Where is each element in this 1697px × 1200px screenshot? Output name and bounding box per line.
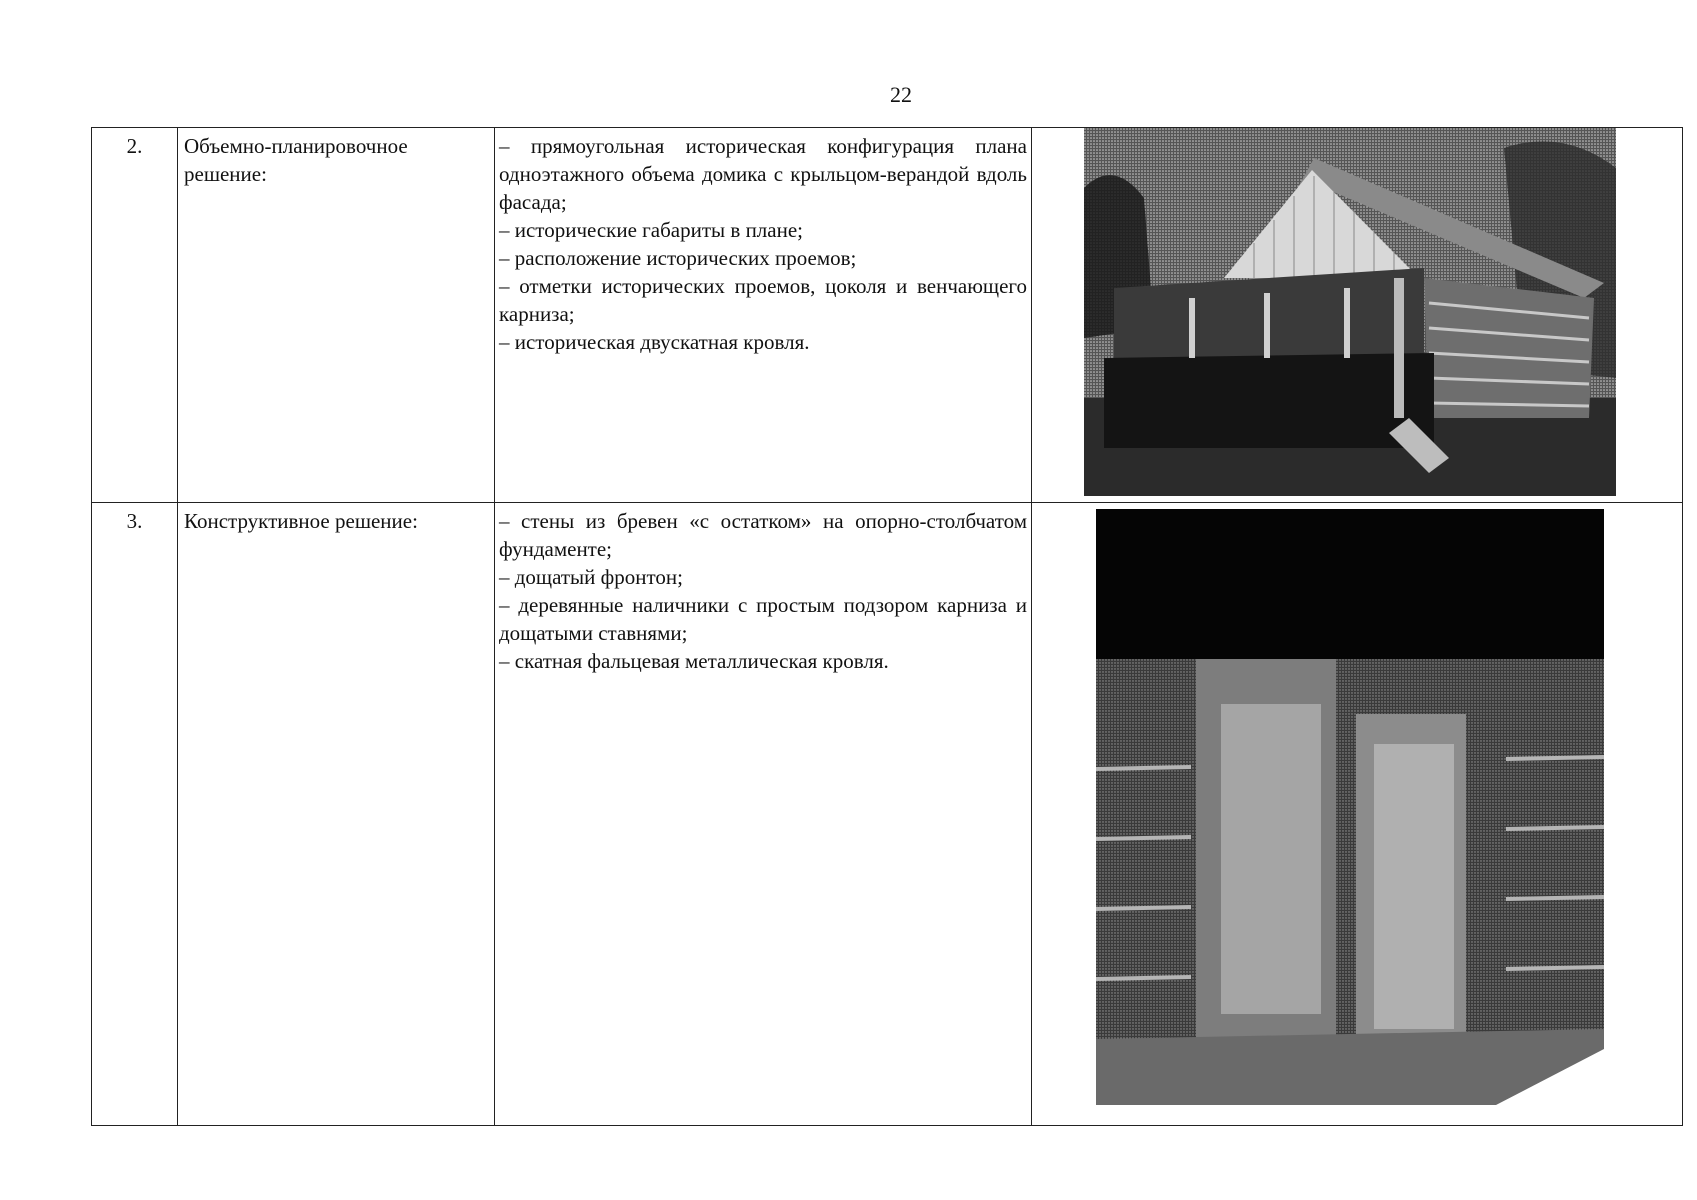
row-number: 2. xyxy=(92,128,178,503)
table-row xyxy=(92,128,1683,503)
list-item: – историческая двускатная кровля. xyxy=(499,330,810,354)
photo-cell xyxy=(1032,503,1683,1126)
house-photo xyxy=(1084,128,1616,496)
list-item: – дощатый фронтон; xyxy=(499,565,683,589)
list-item: – деревянные наличники с простым подзором карниза и дощатыми ставнями; xyxy=(499,593,1027,645)
list-item: – расположение исторических проемов; xyxy=(499,246,857,270)
photo-cell xyxy=(1032,128,1683,503)
list-item: – отметки исторических проемов, цоколя и венчающего карниза; xyxy=(499,274,1027,326)
table-row xyxy=(92,503,1683,1126)
row-number: 3. xyxy=(92,503,178,1126)
list-item: – исторические габариты в плане; xyxy=(499,218,803,242)
list-item: – прямоугольная историческая конфигурация плана одноэтажного объема домика с крыльцом-верандой вдоль фасада; xyxy=(499,134,1027,214)
page-number: 22 xyxy=(890,82,912,107)
row-title: Конструктивное решение: xyxy=(178,503,495,1126)
list-item: – стены из бревен «с остатком» на опорно-столбчатом фундаменте; xyxy=(499,509,1027,561)
row-description xyxy=(495,128,1032,503)
row-description xyxy=(495,503,1032,1126)
monument-features-table xyxy=(91,127,1683,1126)
row-title: Объемно-планировочное решение: xyxy=(178,128,495,503)
door-photo xyxy=(1096,509,1604,1105)
list-item: – скатная фальцевая металлическая кровля. xyxy=(499,649,889,673)
